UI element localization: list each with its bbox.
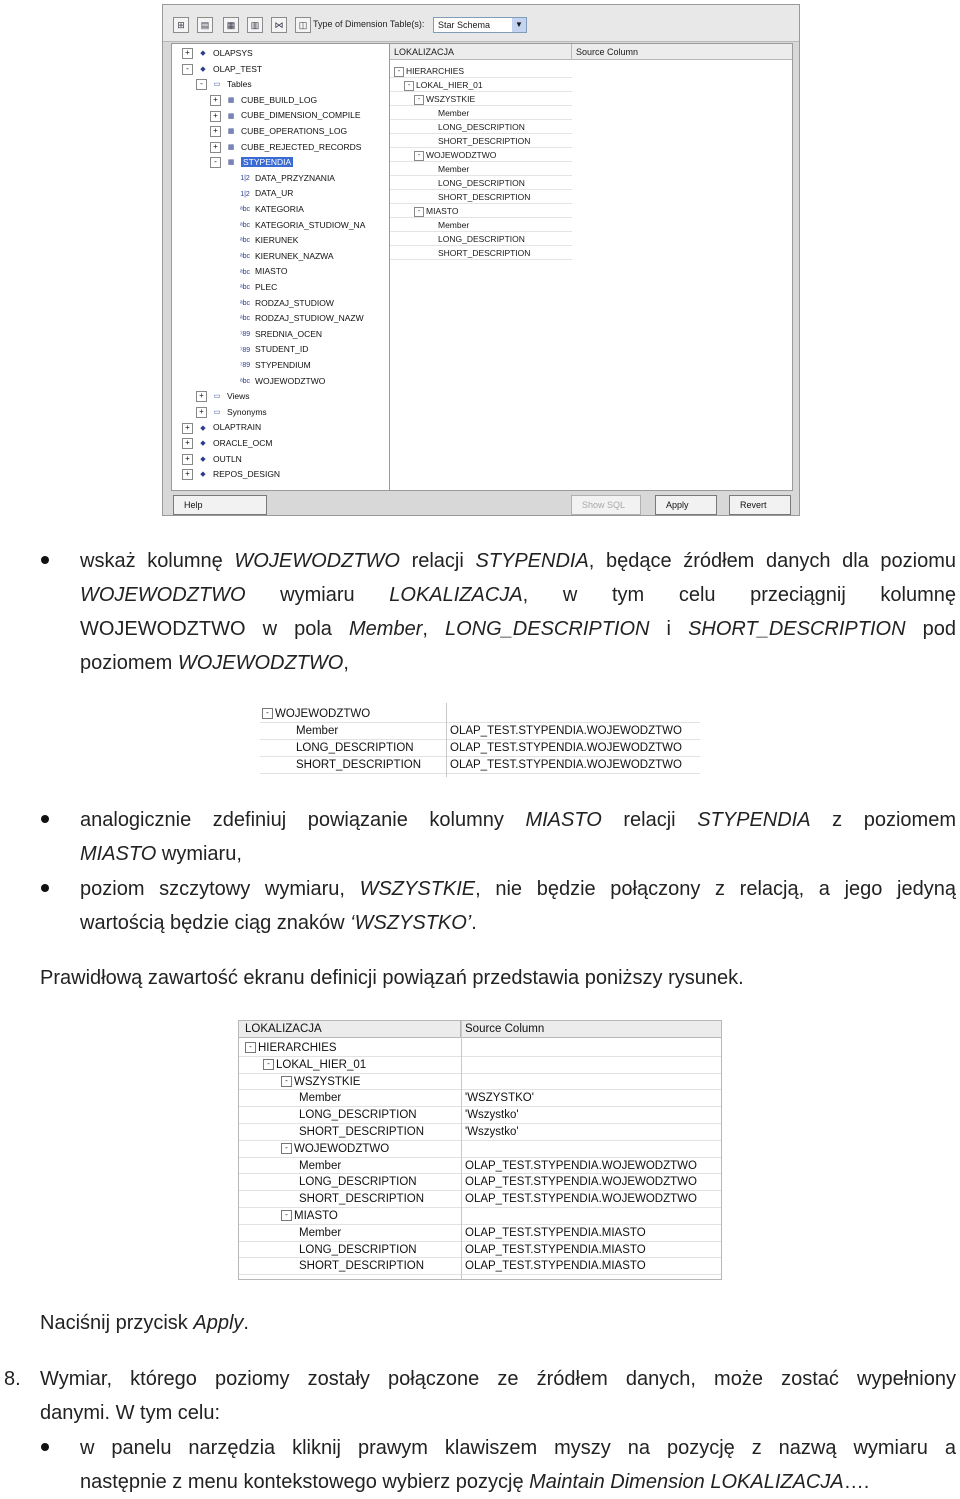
snippet-row-source-value[interactable]: OLAP_TEST.STYPENDIA.WOJEWODZTWO (465, 1193, 697, 1206)
tree-node-label: DATA_PRZYZNANIA (255, 172, 335, 183)
text-column-icon: ᵃbc (240, 315, 250, 323)
text: z poziomem (810, 809, 956, 831)
text: WOJEWODZTWO (234, 550, 400, 572)
tree-node[interactable] (182, 467, 280, 482)
text: MIASTO (80, 843, 157, 865)
tree-node[interactable] (196, 77, 252, 92)
grid-row-label: Member (438, 220, 470, 230)
snippet-row-source-value[interactable]: OLAP_TEST.STYPENDIA.MIASTO (465, 1260, 646, 1273)
snippet-row-label (262, 706, 370, 723)
table-icon: ▦ (227, 143, 235, 151)
tree-node-label: PLEC (255, 282, 278, 292)
collapse-icon[interactable]: - (394, 67, 404, 77)
tree-node-label: OLAPTRAIN (213, 422, 262, 433)
collapse-icon[interactable]: - (196, 79, 207, 90)
help-button[interactable]: Help (173, 495, 267, 515)
expand-icon[interactable]: + (182, 48, 193, 59)
text: HIERARCHIES (258, 1042, 337, 1054)
text: WSZYSTKIE (294, 1075, 361, 1088)
tree-node[interactable] (224, 296, 334, 311)
filter-icon[interactable]: ◫ (295, 17, 311, 33)
text: WOJEWODZTWO (275, 708, 371, 720)
collapse-icon[interactable]: - (262, 708, 273, 719)
text: SHORT_DESCRIPTION (299, 1260, 425, 1273)
text: SHORT_DESCRIPTION (296, 759, 422, 771)
grid-row[interactable] (424, 176, 525, 190)
number-column-icon: ⁷89 (239, 331, 251, 339)
tree-node[interactable] (224, 374, 325, 389)
snippet-row-label (281, 1141, 389, 1158)
text: , nie będzie połączony z relacją, a jego jedyną (475, 878, 956, 900)
tree-node[interactable] (210, 155, 293, 170)
tree-node[interactable] (210, 108, 361, 123)
snippet-row-label (245, 1040, 337, 1057)
text: poziomem (80, 652, 178, 674)
tree-node-label: SREDNIA_OCEN (255, 328, 323, 339)
folder-icon: ▭ (213, 393, 221, 401)
text: SHORT_DESCRIPTION (688, 618, 906, 640)
row-divider (390, 105, 572, 106)
grid-row[interactable] (424, 232, 525, 246)
snippet-row-label (299, 1158, 341, 1175)
tree-node-label: ORACLE_OCM (213, 438, 273, 448)
tree-node[interactable] (196, 405, 267, 420)
row-divider (260, 773, 700, 774)
tree-node[interactable] (224, 342, 308, 357)
text: , będące źródłem danych dla poziomu (588, 550, 956, 572)
collapse-icon[interactable]: - (404, 81, 414, 91)
bullet3-line1 (80, 872, 956, 906)
table-icon: ▦ (227, 128, 235, 136)
number-column-icon: ⁷89 (239, 362, 251, 370)
row-divider (390, 161, 572, 162)
expand-icon[interactable]: + (210, 111, 221, 122)
grid-header-source-column: Source Column (572, 44, 793, 60)
grid-row-label: WSZYSTKIE (426, 94, 476, 104)
text: Apply (193, 1312, 244, 1334)
snippet-row-label (299, 1174, 417, 1191)
snippet-row-source-value[interactable]: OLAP_TEST.STYPENDIA.WOJEWODZTWO (450, 742, 682, 754)
tree-node-label: Tables (227, 79, 252, 90)
apply-button[interactable]: Apply (655, 495, 717, 515)
text: STYPENDIA (697, 809, 811, 831)
schema-icon: ◆ (200, 440, 206, 448)
mapping-snippet-wojewodztwo (260, 703, 700, 777)
folder-icon: ▭ (213, 409, 221, 417)
text: Member (349, 618, 423, 640)
text: MIASTO (525, 809, 602, 831)
text: STYPENDIA (475, 550, 589, 572)
grid-header-dimension: LOKALIZACJA (390, 44, 572, 60)
chevron-down-icon: ▼ (512, 18, 526, 32)
snippet-row-label (281, 1208, 338, 1225)
grid-row-label: SHORT_DESCRIPTION (438, 248, 531, 258)
tree-node[interactable] (210, 93, 317, 108)
text: LONG_DESCRIPTION (445, 618, 650, 640)
collapse-icon[interactable]: - (281, 1210, 292, 1221)
collapse-icon[interactable]: - (281, 1143, 292, 1154)
section8-line2: danymi. W tym celu: (40, 1402, 221, 1424)
tree-node[interactable] (224, 171, 335, 186)
table-icon: ▦ (227, 159, 235, 167)
expand-icon[interactable]: + (210, 142, 221, 153)
row-divider (239, 1274, 721, 1275)
column-divider (461, 1021, 462, 1279)
text: WOJEWODZTWO (80, 584, 246, 606)
tree-node-label: STYPENDIUM (255, 360, 311, 370)
text: analogicznie zdefiniuj powiązanie kolumny (80, 809, 526, 831)
bullet1-line4 (80, 646, 956, 680)
snippet-row-label (299, 1107, 417, 1124)
text: LONG_DESCRIPTION (296, 742, 414, 754)
text: SHORT_DESCRIPTION (299, 1193, 425, 1206)
grid-row[interactable] (394, 64, 464, 78)
tree-node[interactable] (224, 202, 304, 217)
grid-row-label: WOJEWODZTWO (426, 150, 497, 160)
expand-icon[interactable]: + (182, 423, 193, 434)
tree-node-label: Views (227, 391, 250, 402)
tree-node-label: STUDENT_ID (255, 344, 309, 355)
schema-icon: ◆ (200, 455, 206, 463)
grid-row-label: LOKAL_HIER_01 (416, 80, 483, 90)
grid-row-label: MIASTO (426, 206, 459, 216)
revert-button[interactable]: Revert (729, 495, 791, 515)
tree-node[interactable] (224, 311, 364, 326)
text: WOJEWODZTWO w pola (80, 618, 349, 640)
dialog-button-bar (163, 491, 799, 515)
grid-row-label: LONG_DESCRIPTION (438, 122, 525, 132)
tree-node[interactable] (182, 46, 253, 61)
grid-row[interactable] (424, 218, 469, 232)
folder-icon: ▭ (213, 81, 221, 89)
grid-row[interactable] (424, 120, 525, 134)
tree-node[interactable] (210, 140, 361, 155)
tree-node-label: DATA_UR (255, 188, 294, 199)
tree-node-label: RODZAJ_STUDIOW_NAZW (255, 313, 364, 324)
tree-node-label: OUTLN (213, 453, 242, 464)
tree-node-label: REPOS_DESIGN (213, 469, 281, 480)
tree-node[interactable] (182, 452, 242, 467)
mapping-grid-pane[interactable] (389, 43, 793, 491)
tree-node-label: WOJEWODZTWO (255, 375, 326, 386)
text: . (243, 1312, 249, 1334)
text: relacji (601, 809, 698, 831)
text: wartością będzie ciąg znaków (80, 912, 351, 934)
tree-node-label: KATEGORIA (255, 204, 304, 214)
tree-node-label: OLAP_TEST (213, 63, 263, 74)
grid-row[interactable] (424, 106, 469, 120)
snippet-row-label (299, 1258, 424, 1275)
grid-row[interactable] (424, 162, 469, 176)
text: Maintain Dimension LOKALIZACJA (529, 1471, 844, 1493)
text: …. (843, 1471, 870, 1493)
text: WOJEWODZTWO (294, 1142, 390, 1155)
grid-row[interactable] (414, 148, 496, 162)
date-column-icon: 1|2 (240, 175, 250, 183)
number-column-icon: ⁷89 (239, 346, 251, 354)
text: ‘WSZYSTKO’ (350, 912, 472, 934)
snippet-row-source-value[interactable]: OLAP_TEST.STYPENDIA.WOJEWODZTWO (450, 725, 682, 737)
collapse-icon[interactable]: - (263, 1059, 274, 1070)
dimension-table-type-label: Type of Dimension Table(s): (313, 19, 425, 29)
tree-node[interactable] (224, 280, 277, 295)
bullet4-line1: w panelu narzędzia kliknij prawym klawiszem myszy na pozycję z nazwą wymiaru a (80, 1437, 956, 1459)
collapse-icon[interactable]: - (281, 1076, 292, 1087)
tree-node[interactable] (224, 186, 293, 201)
tree-node[interactable] (224, 233, 298, 248)
mapping-toolbar (163, 5, 799, 42)
figure-intro-text: Prawidłową zawartość ekranu definicji powiązań przedstawia poniższy rysunek. (40, 967, 744, 989)
dimension-table-type-value: Star Schema (438, 20, 491, 30)
snippet-row-source-value[interactable]: OLAP_TEST.STYPENDIA.MIASTO (465, 1226, 646, 1239)
tree-node-label: KATEGORIA_STUDIOW_NA (255, 219, 366, 230)
schema-icon: ◆ (200, 471, 206, 479)
tree-node-label: STYPENDIA (243, 157, 292, 168)
grid-icon[interactable]: ▦ (223, 17, 239, 33)
snippet-row-source-value[interactable]: 'Wszystko' (465, 1126, 519, 1138)
tree-node[interactable] (224, 264, 287, 279)
text: LOKALIZACJA (389, 584, 523, 606)
text: Naciśnij przycisk (40, 1312, 194, 1334)
grid-row-label: LONG_DESCRIPTION (438, 178, 525, 188)
tree-node-label: Synonyms (227, 406, 267, 417)
expand-icon[interactable]: + (196, 391, 207, 402)
bullet2-line2 (80, 837, 956, 871)
snippet-row-label (299, 1225, 341, 1242)
snippet-row-source-value[interactable]: 'Wszystko' (465, 1109, 519, 1122)
text: , (343, 652, 349, 674)
snippet-row-source-value[interactable]: OLAP_TEST.STYPENDIA.WOJEWODZTWO (450, 759, 682, 771)
bullet3-line2 (80, 906, 956, 940)
tree-node[interactable] (210, 124, 347, 139)
text: . (471, 912, 477, 934)
bullet2-line1 (80, 803, 956, 837)
expand-icon[interactable]: + (182, 438, 193, 449)
text: WOJEWODZTWO (177, 652, 344, 674)
text: Member (299, 1092, 342, 1105)
collapse-icon[interactable]: - (182, 64, 193, 75)
bullet-icon (41, 1443, 49, 1451)
schema-icon: ◆ (200, 50, 206, 58)
snippet-row-label (299, 1124, 424, 1141)
collapse-icon[interactable]: - (414, 207, 424, 217)
tree-node-label: CUBE_REJECTED_RECORDS (241, 141, 362, 152)
text: Member (299, 1226, 342, 1239)
text: WSZYSTKIE (359, 878, 476, 900)
grid-row[interactable] (424, 190, 530, 204)
snippet-row-label (296, 740, 414, 757)
snippet-header-dimension: LOKALIZACJA (239, 1021, 461, 1038)
text: LONG_DESCRIPTION (299, 1176, 417, 1189)
table-icon: ▦ (227, 97, 235, 105)
expand-icon[interactable]: + (182, 469, 193, 480)
text-column-icon: ᵃbc (240, 253, 250, 261)
text: poziom szczytowy wymiaru, (80, 878, 360, 900)
tree-node-label: KIERUNEK_NAZWA (255, 250, 334, 261)
bullet1-line3 (80, 612, 956, 646)
tree-node[interactable] (182, 420, 261, 435)
tree-node[interactable] (196, 389, 250, 404)
snippet-row-label (263, 1057, 366, 1074)
tree-node[interactable] (182, 436, 273, 451)
bullet-icon (41, 884, 49, 892)
section8-line1: Wymiar, którego poziomy zostały połączone ze źródłem danych, może zostać wypełniony (40, 1368, 956, 1390)
mapping-snippet-full (238, 1020, 722, 1280)
tree-node-label: CUBE_DIMENSION_COMPILE (241, 110, 361, 121)
text: następnie z menu kontekstowego wybierz pozycję (80, 1471, 530, 1493)
mapping-editor-screenshot (162, 4, 800, 516)
tree-node-label: CUBE_BUILD_LOG (241, 94, 318, 105)
text: wymiaru, (156, 843, 242, 865)
bullet1-line2 (80, 578, 956, 612)
grid-row-label: SHORT_DESCRIPTION (438, 192, 531, 202)
text: Member (299, 1159, 342, 1172)
tree-node[interactable] (224, 249, 334, 264)
text: LOKAL_HIER_01 (276, 1058, 367, 1071)
text: , w tym celu przeciągnij kolumnę (522, 584, 956, 606)
grid-row-label: LONG_DESCRIPTION (438, 234, 525, 244)
grid-row[interactable] (424, 246, 530, 260)
bullet4-line2 (80, 1465, 956, 1499)
snippet-row-source-value[interactable]: OLAP_TEST.STYPENDIA.WOJEWODZTWO (465, 1159, 697, 1172)
show-sql-button[interactable]: Show SQL (571, 495, 641, 515)
text: Member (296, 725, 339, 737)
text: wskaż kolumnę (80, 550, 235, 572)
grid-row-label: SHORT_DESCRIPTION (438, 136, 531, 146)
schema-icon: ◆ (200, 424, 206, 432)
text: LONG_DESCRIPTION (299, 1243, 417, 1256)
snippet-row-source-value[interactable]: OLAP_TEST.STYPENDIA.WOJEWODZTWO (465, 1176, 697, 1189)
tree-node[interactable] (224, 358, 311, 373)
snippet-row-source-value[interactable]: 'WSZYSTKO' (465, 1092, 534, 1105)
tree-node-label: CUBE_OPERATIONS_LOG (241, 126, 348, 136)
snippet-row-label (299, 1090, 341, 1107)
text: relacji (399, 550, 476, 572)
tree-node[interactable] (182, 62, 262, 77)
snippet-row-label (281, 1074, 360, 1091)
table-icon: ▦ (227, 112, 235, 120)
date-column-icon: 1|2 (240, 190, 250, 198)
text: pod (905, 618, 956, 640)
dimension-table-type-select[interactable] (433, 17, 527, 33)
bullet1-line1 (80, 544, 956, 578)
text-column-icon: ᵃbc (240, 237, 250, 245)
snippet-row-label (296, 757, 421, 774)
tree-node-label: RODZAJ_STUDIOW (255, 297, 334, 308)
text-column-icon: ᵃbc (240, 221, 250, 229)
schema-icon: ◆ (200, 65, 206, 73)
grid-row[interactable] (404, 78, 483, 92)
snippet-row-label (299, 1242, 417, 1259)
expand-icon[interactable]: + (196, 407, 207, 418)
apply-instruction (40, 1306, 956, 1340)
text: SHORT_DESCRIPTION (299, 1126, 425, 1138)
grid-row[interactable] (414, 204, 458, 218)
expand-icon[interactable]: + (210, 95, 221, 106)
column-divider (446, 703, 447, 777)
table-icon[interactable]: ▤ (197, 17, 213, 33)
grid-row-label: Member (438, 108, 470, 118)
tree-icon[interactable]: ⊞ (173, 17, 189, 33)
tree-node-label: MIASTO (255, 266, 288, 277)
row-divider (390, 259, 572, 260)
grid-row-label: Member (438, 164, 470, 174)
collapse-icon[interactable]: - (414, 95, 424, 105)
collapse-icon[interactable]: - (414, 151, 424, 161)
tree-node[interactable] (224, 218, 365, 233)
snippet-row-source-value[interactable]: OLAP_TEST.STYPENDIA.MIASTO (465, 1243, 646, 1256)
columns-icon[interactable]: ▥ (247, 17, 263, 33)
bullet-icon (41, 556, 49, 564)
collapse-icon[interactable]: - (210, 157, 221, 168)
tree-node-label: KIERUNEK (255, 235, 299, 246)
text-column-icon: ᵃbc (240, 377, 250, 385)
join-icon[interactable]: ⋈ (271, 17, 287, 33)
text-column-icon: ᵃbc (240, 299, 250, 307)
grid-row[interactable] (414, 92, 475, 106)
text-column-icon: ᵃbc (240, 284, 250, 292)
grid-row[interactable] (424, 134, 530, 148)
tree-node[interactable] (224, 327, 322, 342)
grid-row-label: HIERARCHIES (406, 66, 465, 76)
text-column-icon: ᵃbc (240, 206, 250, 214)
row-divider (390, 217, 572, 218)
collapse-icon[interactable]: - (245, 1042, 256, 1053)
text: , (422, 618, 445, 640)
expand-icon[interactable]: + (210, 126, 221, 137)
text: MIASTO (294, 1210, 338, 1222)
snippet-header-source: Source Column (461, 1021, 721, 1038)
expand-icon[interactable]: + (182, 454, 193, 465)
bullet-icon (41, 815, 49, 823)
text-column-icon: ᵃbc (240, 268, 250, 276)
tree-node-label: OLAPSYS (213, 48, 253, 58)
snippet-row-label (296, 723, 338, 740)
text: wymiaru (245, 584, 390, 606)
snippet-row-label (299, 1191, 424, 1208)
text: LONG_DESCRIPTION (299, 1109, 417, 1122)
section-number: 8. (4, 1368, 21, 1390)
text: i (649, 618, 689, 640)
